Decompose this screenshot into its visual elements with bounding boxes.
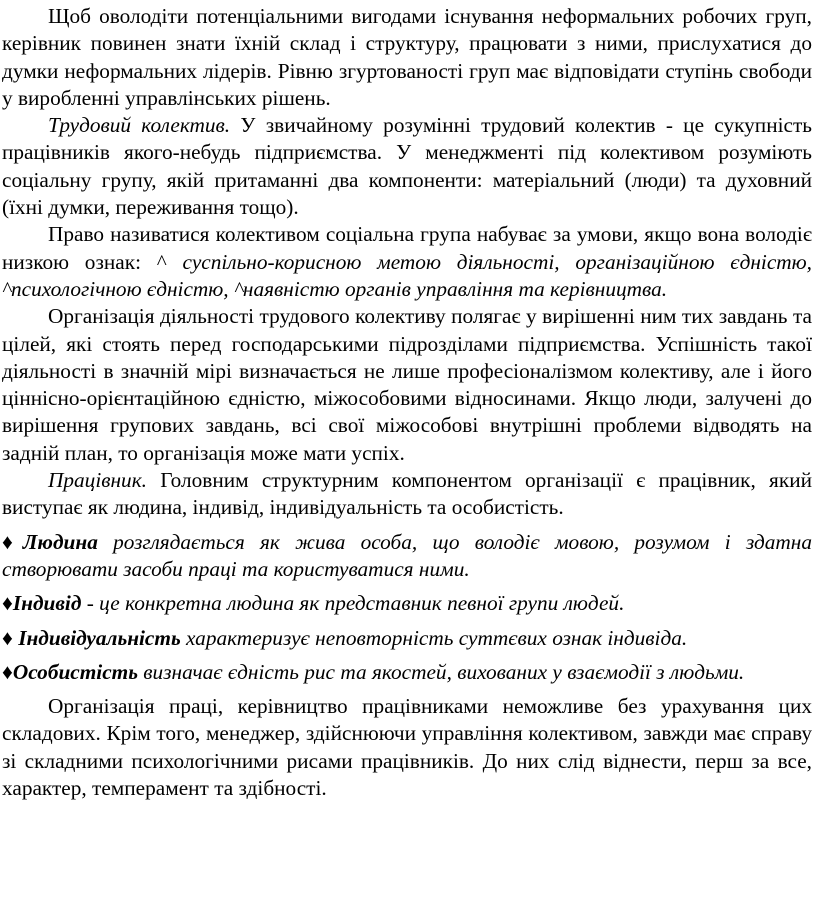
paragraph-collective-signs bbox=[2, 221, 812, 303]
paragraph-work-collective bbox=[2, 112, 812, 221]
worker-text: Головним структурним компонентом організації є працівник, який виступає як людина, індивід, індивідуальність та особистість. bbox=[2, 468, 812, 520]
collective-signs-list: суспільно-корисною метою діяльності, організаційною єдністю, ^психологічною єдністю, ^наявністю органів управління та керівництва. bbox=[2, 249, 812, 301]
term-work-collective: Трудовий колектив. bbox=[48, 113, 231, 138]
term-personality: ♦Особистість bbox=[2, 659, 138, 684]
paragraph-labor-organization: Організація праці, керівництво працівниками неможливе без урахування цих складових. Крім того, менеджер, здійснюючи управління колективом, завжди має справу зі складними психологічними рисами працівників. До них слід віднести, перш за все, характер, темперамент та здібності. bbox=[2, 694, 812, 801]
definition-individuality-text: характеризує неповторність суттєвих ознак індивіда. bbox=[180, 625, 688, 650]
definition-personality-text: визначає єдність рис та якостей, вихованих у взаємодії з людьми. bbox=[137, 659, 745, 684]
term-individual: ♦Індивід bbox=[2, 591, 82, 616]
definition-individuality bbox=[2, 625, 812, 652]
term-individuality: ♦ Індивідуальність bbox=[2, 625, 181, 650]
term-person: ♦Людина bbox=[2, 529, 98, 554]
definition-individual bbox=[2, 590, 812, 617]
collective-signs-intro: Право називатися колективом соціальна група набуває за умови, якщо вона володіє низкою ознак: ^ bbox=[2, 222, 812, 274]
paragraph-informal-groups: Щоб оволодіти потенціальними вигодами існування неформальних робочих груп, керівник повинен знати їхній склад і структуру, працювати з ними, прислухатися до думки неформальних лідерів. Рівню згуртованості груп має відповідати ступінь свободи у виробленні управлінських рішень. bbox=[2, 4, 812, 110]
paragraph-worker bbox=[2, 467, 812, 522]
term-worker: Працівник. bbox=[48, 468, 147, 493]
document-page bbox=[2, 3, 812, 802]
paragraph-collective-activity: Організація діяльності трудового колективу полягає у вирішенні ним тих завдань та цілей, які стоять перед господарськими підрозділами підприємства. Успішність такої діяльності в значній мірі визначається не лише професіоналізмом колективу, але і його ціннісно-орієнтаційною єдністю, міжособовими відносинами. Якщо люди, залучені до вирішення групових завдань, всі свої міжособові внутрішні проблеми відводять на задній план, то організація може мати успіх. bbox=[2, 304, 812, 465]
definition-person bbox=[2, 529, 812, 584]
definition-personality bbox=[2, 659, 812, 686]
definition-person-text: розглядається як жива особа, що володіє мовою, розумом і здатна створювати засоби праці та користуватися ними. bbox=[2, 529, 812, 581]
definition-individual-text: - це конкретна людина як представник певної групи людей. bbox=[81, 591, 625, 616]
work-collective-text: У звичайному розумінні трудовий колектив - це сукупність працівників якого-небудь підприємства. У менеджменті під колективом розуміють соціальну групу, якій притаманні два компоненти: матеріальний (люди) та духовний (їхні думки, переживання тощо). bbox=[2, 113, 812, 220]
